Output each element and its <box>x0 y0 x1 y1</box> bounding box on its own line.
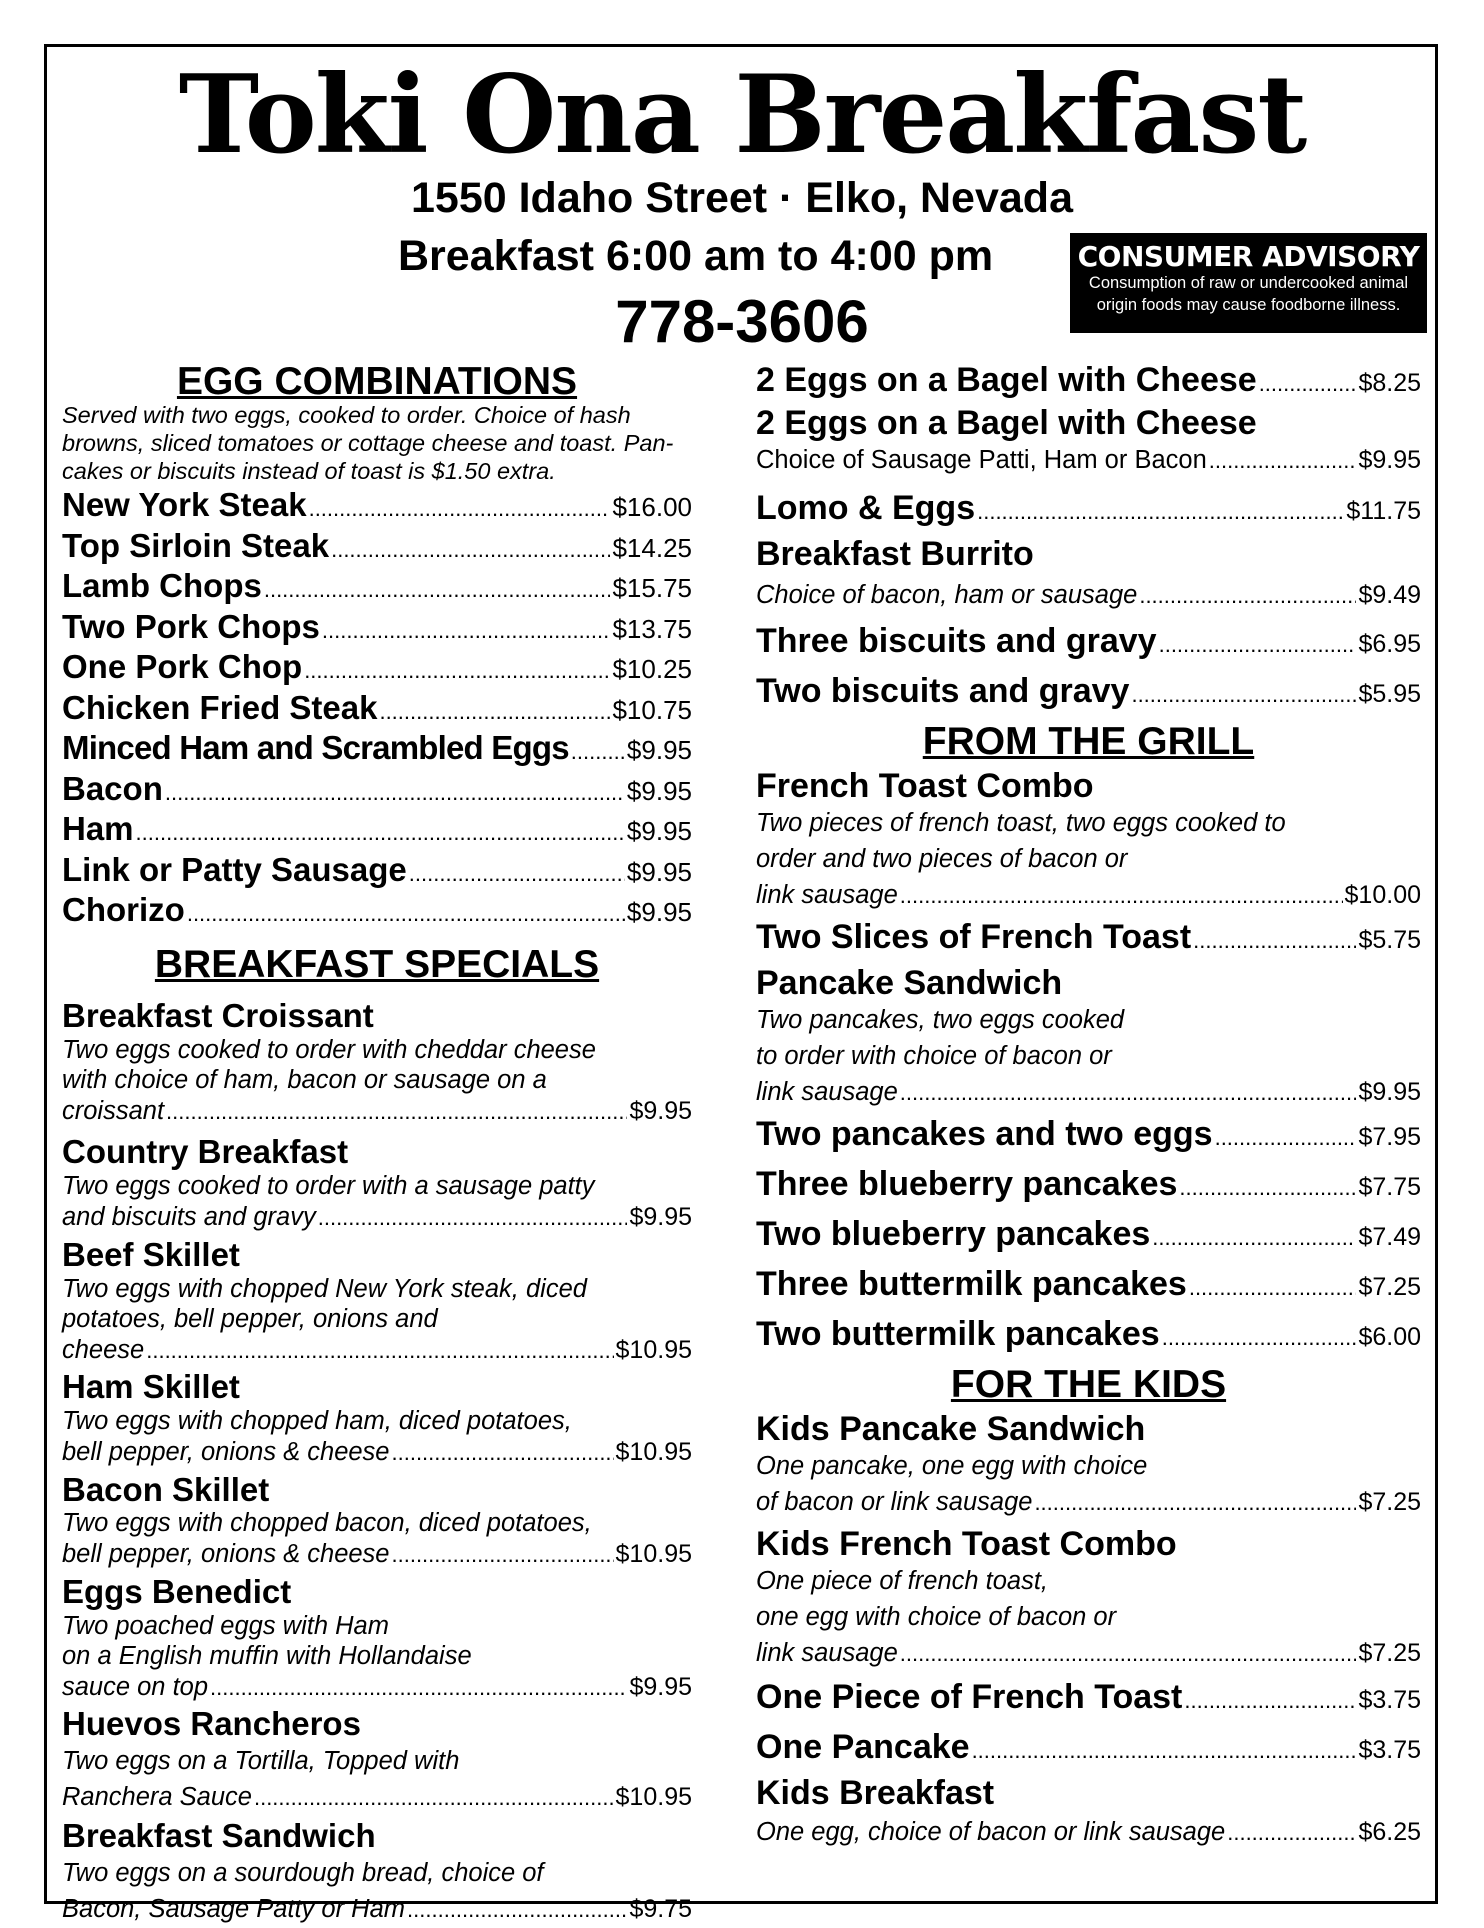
item-price: $9.95 <box>626 816 692 847</box>
item-price: $7.25 <box>1358 1488 1421 1517</box>
item-price: $9.95 <box>629 1203 692 1232</box>
dot-leader <box>1209 443 1357 479</box>
item-price: $10.75 <box>612 694 692 725</box>
item-description-line: Choice of Sausage Patti, Ham or Bacon <box>756 446 1207 475</box>
item-description-line: Two eggs on a sourdough bread, choice of <box>62 1859 544 1888</box>
menu-item <box>756 1410 1421 1521</box>
item-name: Two pancakes and two eggs <box>756 1115 1213 1154</box>
item-name: Three biscuits and gravy <box>756 622 1157 661</box>
item-description-line: and biscuits and gravy <box>62 1203 316 1232</box>
item-description-line: Two eggs cooked to order with cheddar cheese <box>62 1035 596 1064</box>
item-price: $7.95 <box>1358 1123 1421 1152</box>
item-price: $3.75 <box>1358 1686 1421 1715</box>
item-name: Two Pork Chops <box>62 607 320 645</box>
item-name: Two biscuits and gravy <box>756 672 1130 711</box>
item-price: $9.95 <box>629 1096 692 1125</box>
menu-item <box>756 485 1421 535</box>
menu-item <box>756 535 1421 618</box>
dot-leader <box>166 1099 627 1125</box>
item-description-line: with choice of ham, bacon or sausage on a <box>62 1066 547 1095</box>
item-name: Kids French Toast Combo <box>756 1525 1177 1564</box>
menu-item <box>756 1211 1421 1261</box>
item-description-line: Two eggs on a Tortilla, Topped with <box>62 1747 460 1776</box>
item-name: Two Slices of French Toast <box>756 918 1192 957</box>
item-name: French Toast Combo <box>756 767 1094 805</box>
dot-leader <box>1259 364 1357 404</box>
egg-combinations-description <box>62 401 692 486</box>
item-price: $10.95 <box>615 1783 692 1812</box>
dot-leader <box>392 1542 614 1568</box>
item-name: Chorizo <box>62 891 185 929</box>
egg-combinations-list <box>62 487 692 933</box>
menu-item <box>62 609 692 650</box>
item-name: Bacon <box>62 769 163 807</box>
dot-leader <box>1189 1264 1357 1311</box>
dot-leader <box>972 1727 1357 1774</box>
description-line: Served with two eggs, cooked to order. Choice of hash <box>62 401 631 428</box>
item-description-line: one egg with choice of bacon or <box>756 1603 1117 1632</box>
dot-leader <box>1227 1813 1356 1853</box>
item-price: $9.95 <box>629 1672 692 1701</box>
item-description-line: Two pieces of french toast, two eggs cooked to <box>756 809 1286 838</box>
advisory-line-2: origin foods may cause foodborne illness. <box>1096 295 1401 314</box>
dot-leader <box>977 488 1344 535</box>
restaurant-address: 1550 Idaho Street · Elko, Nevada <box>411 174 1073 222</box>
menu-item <box>756 1525 1421 1672</box>
left-column <box>62 360 692 1928</box>
dot-leader <box>322 613 611 650</box>
description-line: cakes or biscuits instead of toast is $1.50 extra. <box>62 458 556 485</box>
item-description-line: Bacon, Sausage Patty or Ham <box>62 1895 406 1924</box>
description-line: browns, sliced tomatoes or cottage cheese and toast. Pan- <box>62 430 674 457</box>
advisory-title: CONSUMER ADVISORY <box>1077 240 1420 273</box>
from-the-grill-title: FROM THE GRILL <box>922 720 1255 764</box>
item-price: $5.75 <box>1358 926 1421 955</box>
item-name: Ham Skillet <box>62 1368 240 1406</box>
item-description-line: link sausage <box>756 1078 898 1107</box>
menu-item <box>756 964 1421 1111</box>
dot-leader <box>379 694 610 731</box>
item-description-line: Two eggs with chopped bacon, diced potatoes, <box>62 1509 592 1538</box>
breakfast-special-item <box>62 998 692 1127</box>
item-price: $9.95 <box>1358 1078 1421 1107</box>
item-price: $9.49 <box>1358 581 1421 610</box>
dot-leader <box>1159 621 1357 668</box>
item-name: One Pancake <box>756 1728 970 1767</box>
item-price: $7.75 <box>1358 1173 1421 1202</box>
item-price: $10.25 <box>612 654 692 685</box>
item-description-line: to order with choice of bacon or <box>756 1042 1112 1071</box>
menu-item <box>62 892 692 933</box>
item-description-line: Two pancakes, two eggs cooked <box>756 1006 1125 1035</box>
item-price: $11.75 <box>1346 497 1421 526</box>
item-price: $14.25 <box>612 532 692 563</box>
dot-leader <box>900 878 1343 914</box>
menu-item <box>62 487 692 528</box>
item-price: $9.95 <box>626 856 692 887</box>
dot-leader <box>1193 917 1356 964</box>
item-name: Two buttermilk pancakes <box>756 1315 1160 1354</box>
item-description-line: Choice of bacon, ham or sausage <box>756 581 1138 610</box>
breakfast-special-item <box>62 1237 692 1366</box>
item-description-line: Two eggs with chopped New York steak, diced <box>62 1274 587 1303</box>
item-description-line: link sausage <box>756 881 898 910</box>
menu-item <box>756 1111 1421 1161</box>
egg-combinations-title: EGG COMBINATIONS <box>176 360 578 403</box>
dot-leader <box>1184 1677 1356 1724</box>
dot-leader <box>1034 1485 1356 1521</box>
item-name: Country Breakfast <box>62 1133 349 1171</box>
item-name: Lamb Chops <box>62 567 262 605</box>
item-price: $7.49 <box>1358 1223 1421 1252</box>
restaurant-hours: Breakfast 6:00 am to 4:00 pm <box>398 232 994 280</box>
breakfast-special-item <box>62 1574 692 1703</box>
item-description-line: croissant <box>62 1096 165 1125</box>
item-description-line: Two poached eggs with Ham <box>62 1611 389 1640</box>
dot-leader <box>1131 671 1356 718</box>
item-name: Pancake Sandwich <box>756 964 1063 1003</box>
menu-item <box>756 914 1421 964</box>
menu-item <box>756 404 1421 479</box>
item-name: Ham <box>62 810 134 848</box>
dot-leader <box>254 1780 614 1816</box>
for-the-kids-title: FOR THE KIDS <box>950 1363 1227 1407</box>
item-price: $15.75 <box>612 573 692 604</box>
item-description-line: order and two pieces of bacon or <box>756 845 1128 874</box>
item-name: One Piece of French Toast <box>756 1678 1183 1717</box>
dot-leader <box>1162 1314 1357 1361</box>
consumer-advisory-box <box>1070 233 1427 333</box>
item-price: $6.25 <box>1358 1818 1421 1847</box>
item-price-line <box>756 573 1421 618</box>
item-description-line: of bacon or link sausage <box>756 1488 1033 1517</box>
menu-item <box>756 1774 1421 1853</box>
dot-leader <box>165 775 625 812</box>
dot-leader <box>407 1892 627 1928</box>
dot-leader <box>187 896 625 933</box>
item-price-line <box>62 1096 692 1127</box>
item-description-line: One pancake, one egg with choice <box>756 1452 1148 1481</box>
dot-leader <box>210 1675 627 1701</box>
item-name: Link or Patty Sausage <box>62 850 407 888</box>
item-name: One Pork Chop <box>62 648 303 686</box>
item-price-line <box>756 1074 1421 1111</box>
dot-leader <box>409 856 625 893</box>
item-price: $8.25 <box>1358 369 1421 397</box>
dot-leader <box>900 1636 1357 1672</box>
dot-leader <box>571 734 625 771</box>
item-description-line: Two eggs with chopped ham, diced potatoes, <box>62 1407 572 1436</box>
dot-leader <box>331 532 610 569</box>
dot-leader <box>1215 1114 1357 1161</box>
restaurant-title: Toki Ona Breakfast <box>178 52 1306 178</box>
item-price: $9.95 <box>1358 446 1421 475</box>
restaurant-phone: 778-3606 <box>615 288 869 355</box>
menu-item <box>62 771 692 812</box>
item-price: $10.95 <box>615 1540 692 1569</box>
dot-leader <box>304 653 610 690</box>
item-description-line: sauce on top <box>62 1672 209 1701</box>
breakfast-special-item <box>62 1472 692 1570</box>
item-price: $13.75 <box>612 613 692 644</box>
dot-leader <box>1152 1214 1356 1261</box>
dot-leader <box>392 1440 614 1466</box>
menu-item <box>62 730 692 771</box>
menu-item <box>62 649 692 690</box>
breakfast-special-item <box>62 1369 692 1467</box>
item-price-line <box>756 1484 1421 1521</box>
right-column <box>756 360 1421 1853</box>
menu-item <box>756 1311 1421 1361</box>
item-description-line: cheese <box>62 1335 145 1364</box>
breakfast-specials-title: BREAKFAST SPECIALS <box>154 942 600 986</box>
item-name: Eggs Benedict <box>62 1572 292 1610</box>
item-name: Huevos Rancheros <box>62 1705 361 1743</box>
item-name: 2 Eggs on a Bagel with Cheese <box>756 361 1257 399</box>
item-price: $9.95 <box>626 897 692 928</box>
item-price-line <box>62 1335 692 1366</box>
item-name: Kids Breakfast <box>756 1774 995 1813</box>
item-price: $7.25 <box>1358 1639 1421 1668</box>
breakfast-special-item <box>62 1706 692 1816</box>
menu-item <box>756 1724 1421 1774</box>
item-description-line: link sausage <box>756 1639 898 1668</box>
menu-item <box>756 1261 1421 1311</box>
dot-leader <box>900 1075 1357 1111</box>
item-name: Breakfast Burrito <box>756 535 1034 574</box>
item-description-line: bell pepper, onions & cheese <box>62 1540 390 1569</box>
dot-leader <box>146 1338 613 1364</box>
item-description-line: One egg, choice of bacon or link sausage <box>756 1818 1226 1847</box>
dot-leader <box>318 1205 628 1231</box>
dot-leader <box>1179 1164 1356 1211</box>
item-price: $7.25 <box>1358 1273 1421 1302</box>
item-price-line <box>62 1891 692 1928</box>
item-price: $10.95 <box>615 1437 692 1466</box>
item-name: New York Steak <box>62 486 307 524</box>
item-price: $16.00 <box>612 492 692 523</box>
dot-leader <box>136 815 625 852</box>
item-price-line <box>62 1672 692 1703</box>
item-description-line: Two eggs cooked to order with a sausage patty <box>62 1172 595 1201</box>
item-price-line <box>62 1437 692 1468</box>
item-name: Bacon Skillet <box>62 1470 270 1508</box>
item-price-line <box>62 1779 692 1816</box>
breakfast-special-item <box>62 1134 692 1232</box>
item-name: Breakfast Sandwich <box>62 1817 376 1855</box>
item-name: Top Sirloin Steak <box>62 526 330 564</box>
item-price-line <box>62 1539 692 1570</box>
item-price: $9.75 <box>629 1895 692 1924</box>
item-name: Kids Pancake Sandwich <box>756 1410 1146 1448</box>
dot-leader <box>264 572 611 609</box>
item-price-line <box>756 1812 1421 1853</box>
item-name: Minced Ham and Scrambled Eggs <box>62 729 569 767</box>
item-name: 2 Eggs on a Bagel with Cheese <box>756 404 1257 442</box>
item-price: $10.95 <box>615 1335 692 1364</box>
item-price: $3.75 <box>1358 1736 1421 1765</box>
menu-item <box>756 618 1421 668</box>
item-price: $6.95 <box>1358 630 1421 659</box>
item-description-line: Ranchera Sauce <box>62 1783 252 1812</box>
item-name: Lomo & Eggs <box>756 489 976 528</box>
item-name: Two blueberry pancakes <box>756 1215 1151 1254</box>
item-price-line <box>756 442 1421 479</box>
menu-item <box>756 668 1421 718</box>
item-price-line <box>756 1635 1421 1672</box>
item-price-line <box>62 1202 692 1233</box>
item-name: Three buttermilk pancakes <box>756 1265 1187 1304</box>
dot-leader <box>309 491 611 528</box>
menu-item <box>62 852 692 893</box>
item-price-line <box>756 877 1421 914</box>
menu-item <box>756 360 1421 404</box>
advisory-line-1: Consumption of raw or undercooked animal <box>1088 274 1409 293</box>
item-name: Breakfast Croissant <box>62 996 374 1034</box>
item-price: $6.00 <box>1358 1323 1421 1352</box>
menu-item <box>62 528 692 569</box>
menu-item <box>756 1674 1421 1724</box>
menu-item <box>62 811 692 852</box>
item-name: Beef Skillet <box>62 1235 240 1273</box>
menu-item <box>62 568 692 609</box>
dot-leader <box>1139 574 1356 618</box>
item-price: $9.95 <box>626 775 692 806</box>
item-name: Chicken Fried Steak <box>62 688 378 726</box>
item-name: Three blueberry pancakes <box>756 1165 1178 1204</box>
menu-item <box>62 690 692 731</box>
item-description-line: One piece of french toast, <box>756 1567 1049 1596</box>
item-description-line: bell pepper, onions & cheese <box>62 1437 390 1466</box>
item-description-line: potatoes, bell pepper, onions and <box>62 1305 438 1334</box>
item-price: $5.95 <box>1358 680 1421 709</box>
item-price: $10.00 <box>1344 881 1421 910</box>
menu-item <box>756 1161 1421 1211</box>
menu-item <box>756 767 1421 914</box>
item-description-line: on a English muffin with Hollandaise <box>62 1642 472 1671</box>
item-price: $9.95 <box>626 735 692 766</box>
breakfast-special-item <box>62 1818 692 1928</box>
